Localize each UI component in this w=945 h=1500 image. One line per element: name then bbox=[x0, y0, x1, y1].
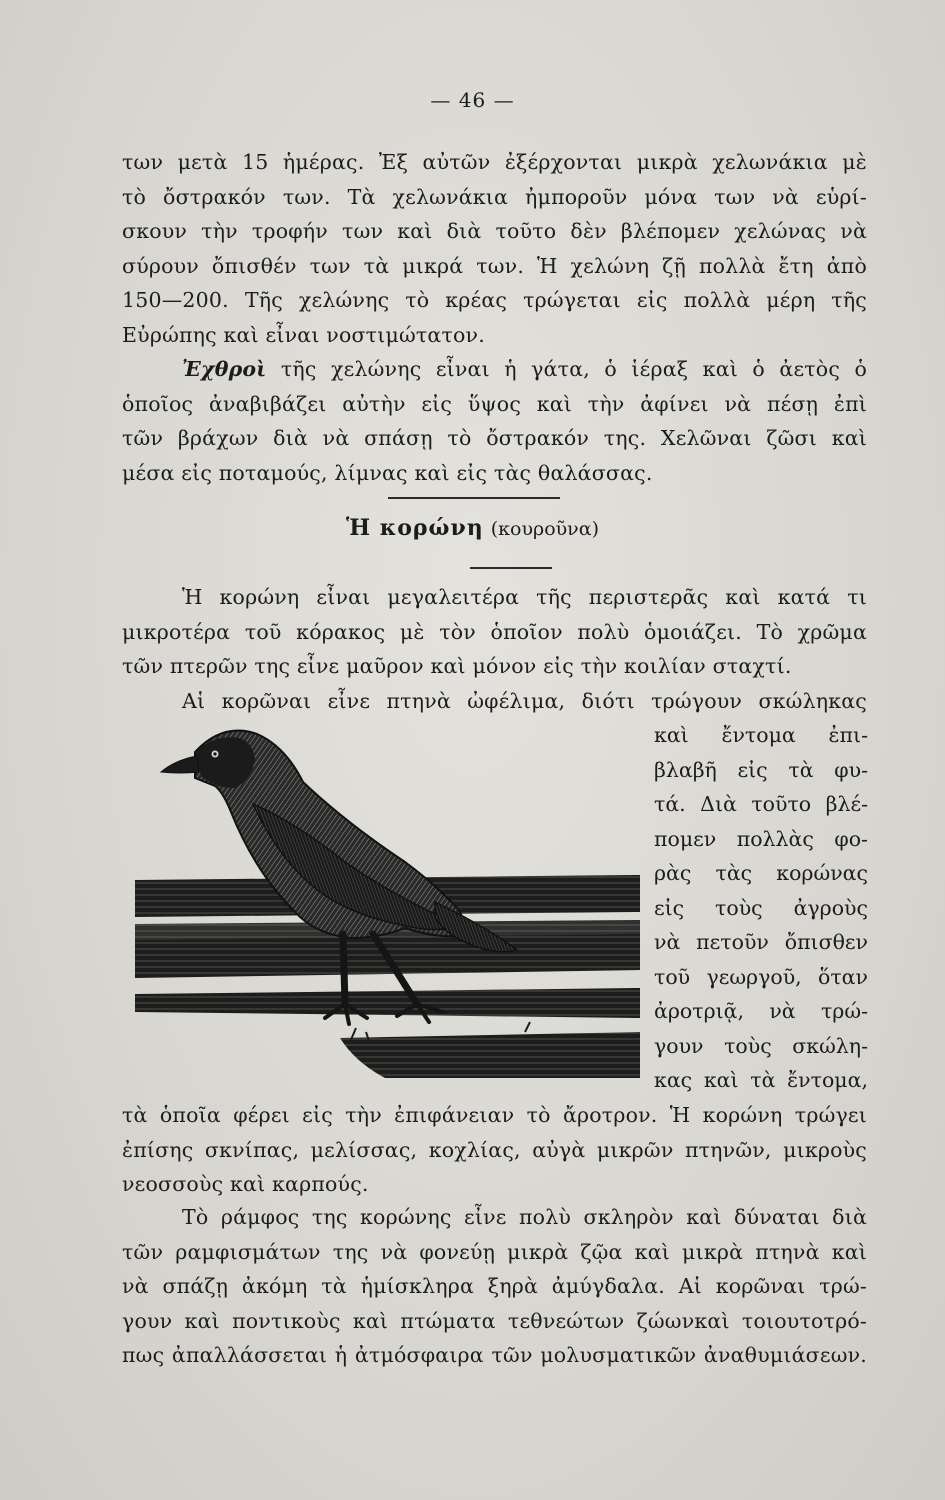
text-line: τῶν πτερῶν της εἶνε μαῦρον καὶ μόνον εἰς τὴν κοιλίαν σταχτί. bbox=[122, 654, 792, 678]
text-line: Ἡ κορώνη εἶναι μεγαλειτέρα τῆς περιστερᾶς καὶ κατά τι bbox=[182, 585, 867, 609]
text-line: μέσα εἰς ποταμούς, λίμνας καὶ εἰς τὰς θαλάσσας. bbox=[122, 460, 653, 485]
text-line: τά. Διὰ τοῦτο βλέ- bbox=[654, 792, 868, 816]
heading-title: Ἡ κορώνη bbox=[346, 515, 484, 541]
text-line: γουν τοὺς σκώλη- bbox=[654, 1033, 868, 1058]
divider-top bbox=[388, 497, 560, 499]
text-line: ὁποῖος ἀναβιβάζει αὐτὴν εἰς ὕψος καὶ τὴν ἀφίνει νὰ πέσῃ ἐπὶ bbox=[122, 391, 867, 416]
text-line: ρὰς τὰς κορώνας bbox=[654, 861, 868, 885]
text-line: κας καὶ τὰ ἔντομα, bbox=[654, 1068, 868, 1092]
text-line: νὰ πετοῦν ὄπισθεν bbox=[654, 930, 868, 954]
text-line: τὸ ὄστρακόν των. Τὰ χελωνάκια ἠμποροῦν μόνα των νὰ εὑρί- bbox=[122, 184, 867, 209]
text-line: βλαβῆ εἰς τὰ φυ- bbox=[654, 757, 868, 782]
text-line: πως ἀπαλλάσσεται ἡ ἀτμόσφαιρα τῶν μολυσματικῶν ἀναθυμιάσεων. bbox=[122, 1343, 867, 1367]
text-line: ἐπίσης σκνίπας, μελίσσας, κοχλίας, αὐγὰ μικρῶν πτηνῶν, μικροὺς bbox=[122, 1137, 867, 1162]
text-line: των μετὰ 15 ἡμέρας. Ἐξ αὐτῶν ἐξέρχονται μικρὰ χελωνάκια μὲ bbox=[122, 150, 867, 174]
heading-subtitle: (κουροῦνα) bbox=[490, 518, 599, 540]
page-number: — 46 — bbox=[430, 88, 515, 112]
text-line: γουν καὶ ποντικοὺς καὶ πτώματα τεθνεώτων ζώωνκαὶ τοιουτοτρό- bbox=[122, 1308, 867, 1333]
text-line: Εὐρώπης καὶ εἶναι νοστιμώτατον. bbox=[122, 322, 485, 347]
text-line: ἀροτριᾷ, νὰ τρώ- bbox=[654, 999, 868, 1023]
text-line: νεοσσοὺς καὶ καρπούς. bbox=[122, 1172, 369, 1196]
text-line: εἰς τοὺς ἀγροὺς bbox=[654, 895, 868, 920]
crow-woodcut-illustration-icon bbox=[135, 712, 640, 1084]
wrapped-text-column bbox=[654, 718, 868, 1098]
text-line: 150—200. Τῆς χελώνης τὸ κρέας τρώγεται εἰς πολλὰ μέρη τῆς bbox=[122, 288, 867, 312]
section-heading bbox=[0, 515, 945, 541]
text-line: τὰ ὁποῖα φέρει εἰς τὴν ἐπιφάνειαν τὸ ἄροτρον. Ἡ κορώνη τρώγει bbox=[122, 1103, 867, 1127]
enemies-paragraph bbox=[122, 352, 867, 490]
crow-paragraph bbox=[122, 580, 867, 718]
text-line: σύρουν ὄπισθέν των τὰ μικρά των. Ἡ χελώνη ζῇ πολλὰ ἔτη ἀπὸ bbox=[122, 253, 867, 278]
text-line: νὰ σπάζῃ ἀκόμη τὰ ἡμίσκληρα ξηρὰ ἀμύγδαλα. Αἱ κορῶναι τρώ- bbox=[122, 1274, 867, 1298]
beak-paragraph bbox=[122, 1200, 867, 1373]
enemies-first-line-rest: τῆς χελώνης εἶναι ἡ γάτα, ὁ ἱέραξ καὶ ὁ ἀετὸς ὁ bbox=[280, 357, 867, 381]
text-line: πομεν πολλὰς φο- bbox=[654, 826, 868, 851]
text-line: Αἱ κορῶναι εἶνε πτηνὰ ὠφέλιμα, διότι τρώγουν σκώληκας bbox=[182, 688, 867, 713]
text-line: σκουν τὴν τροφήν των καὶ διὰ τοῦτο δὲν βλέπομεν χελώνας νὰ bbox=[122, 219, 867, 243]
text-line: τῶν βράχων διὰ νὰ σπάσῃ τὸ ὄστρακόν της. Χελῶναι ζῶσι καὶ bbox=[122, 426, 867, 450]
text-line: τῶν ραμφισμάτων της νὰ φονεύῃ μικρὰ ζῷα καὶ μικρὰ πτηνὰ καὶ bbox=[122, 1239, 867, 1264]
after-image-paragraph bbox=[122, 1098, 867, 1202]
divider-bottom bbox=[470, 567, 552, 569]
text-line: μικροτέρα τοῦ κόρακος μὲ τὸν ὁποῖον πολὺ ὁμοιάζει. Τὸ χρῶμα bbox=[122, 619, 867, 644]
enemies-lead-word: Ἐχθροὶ bbox=[182, 357, 267, 381]
text-line: Τὸ ράμφος της κορώνης εἶνε πολὺ σκληρὸν καὶ δύναται διὰ bbox=[182, 1205, 867, 1229]
text-line: καὶ ἔντομα ἐπι- bbox=[654, 723, 868, 747]
text-line: τοῦ γεωργοῦ, ὅταν bbox=[654, 964, 868, 989]
turtle-paragraph bbox=[122, 145, 867, 352]
text-line bbox=[122, 352, 867, 387]
